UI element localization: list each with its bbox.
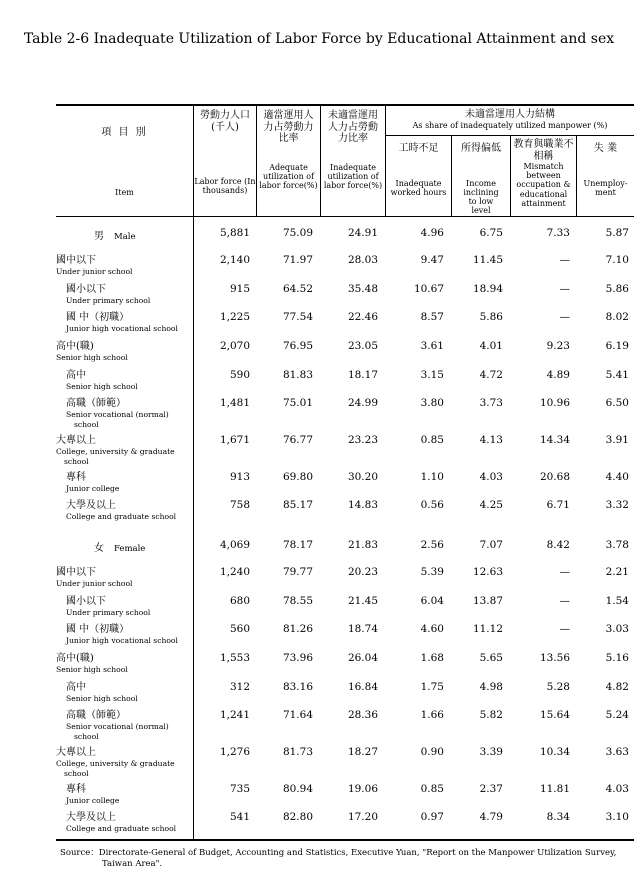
top-rule [56,104,634,106]
table-cell: 913 [229,471,250,483]
table-cell: 6.04 [420,595,444,607]
table-cell: 1.10 [420,471,444,483]
table-cell: 1,276 [219,746,250,758]
table-cell: 1.54 [605,595,629,607]
row-label [56,652,128,675]
table-cell: 5.86 [479,311,503,323]
row-label [66,311,178,334]
table-cell: 78.17 [282,539,313,551]
table-cell: 5,881 [219,227,250,239]
header-item-en: Item [115,188,134,197]
table-cell: 3.03 [605,623,629,635]
table-cell: 4.96 [420,227,444,239]
table-cell: 0.85 [420,783,444,795]
table-cell: 13.56 [539,652,570,664]
table-cell: 4.89 [546,369,570,381]
row-label-zh: 大專以上 [56,435,96,446]
table-cell: 81.83 [282,369,313,381]
table-cell: 560 [229,623,250,635]
header-hours [386,143,451,197]
header-adequate-zh: 適當運用人力占勞動力比率 [263,110,314,144]
row-label-en: Female [114,544,146,554]
table-cell: 4.25 [479,499,503,511]
table-cell: 1,481 [219,397,250,409]
table-cell: 30.20 [347,471,378,483]
table-cell: 81.26 [282,623,313,635]
row-label-en: Junior high vocational school [66,324,178,333]
row-label-zh: 國小以下 [66,284,106,295]
header-mismatch [511,139,576,208]
table-cell: 80.94 [282,783,313,795]
source-line-1: Source：Directorate-General of Budget, Accounting and Statistics, Executive Yuan, "Report on the Manpower Utilization Survey, [60,848,617,858]
table-cell: 9.23 [546,340,570,352]
table-cell: 5.41 [605,369,629,381]
table-cell: 541 [229,811,250,823]
row-label-zh: 高中 [66,370,86,381]
table-cell: 75.09 [282,227,313,239]
table-cell: 0.85 [420,434,444,446]
row-label-en-cont: school [64,769,89,778]
table-cell: — [559,595,570,607]
table-cell: 1,240 [219,566,250,578]
row-label [66,595,150,618]
row-label [56,566,132,589]
table-cell: 79.77 [282,566,313,578]
table-cell: 915 [229,283,250,295]
header-hours-en: Inadequate worked hours [390,178,447,197]
header-labor-zh: 勞動力人口(千人) [200,110,250,133]
table-cell: 3.73 [479,397,503,409]
row-label-zh: 高職（師範） [66,710,126,721]
table-cell: 2.37 [479,783,503,795]
table-cell: 11.81 [539,783,570,795]
row-label-zh: 專科 [66,472,86,483]
table-cell: 19.06 [347,783,378,795]
table-cell: 4.01 [479,340,503,352]
table-cell: — [559,311,570,323]
table-cell: 26.04 [347,652,378,664]
table-cell: 5.28 [546,681,570,693]
row-label-zh: 專科 [66,784,86,795]
table-cell: 6.71 [546,499,570,511]
table-cell: 1,241 [219,709,250,721]
header-income-zh: 所得偏低 [461,143,501,154]
table-cell: 4.82 [605,681,629,693]
bottom-rule [56,839,634,841]
row-label [56,746,175,779]
row-label-en: Under junior school [56,267,133,276]
table-cell: 1,671 [219,434,250,446]
row-label [56,254,132,277]
table-cell: 18.27 [347,746,378,758]
header-income-en: Income inclining to low level [463,178,499,216]
table-cell: 28.03 [347,254,378,266]
table-cell: 735 [229,783,250,795]
source-line-2: Taiwan Area". [102,859,163,869]
table-cell: 2.21 [605,566,629,578]
table-cell: 2,140 [219,254,250,266]
table-cell: 2.56 [420,539,444,551]
table-cell: 24.91 [347,227,378,239]
table-cell: 4.13 [479,434,503,446]
table-cell: 3.63 [605,746,629,758]
row-label-en: College and graduate school [66,512,177,521]
row-label [66,471,119,494]
table-cell: 81.73 [282,746,313,758]
table-cell: 64.52 [282,283,313,295]
table-cell: 0.56 [420,499,444,511]
table-cell: 3.10 [605,811,629,823]
table-cell: 8.42 [546,539,570,551]
table-cell: 73.96 [282,652,313,664]
header-adequate-en: Adequate utilization of labor force(%) [259,162,318,190]
table-cell: 4.72 [479,369,503,381]
row-label-en-cont: school [74,732,99,741]
row-label-en: Under primary school [66,296,151,305]
header-inadequate-en: Inadequate utilization of labor force(%) [323,162,383,190]
table-cell: 11.12 [472,623,503,635]
table-cell: 11.45 [472,254,503,266]
table-cell: 2,070 [219,340,250,352]
table-cell: 77.54 [282,311,313,323]
table-cell: 76.77 [282,434,313,446]
header-structure-en: As share of inadequately utilized manpower (%) [412,120,608,130]
row-label-zh: 高職（師範） [66,398,126,409]
table-cell: 3.80 [420,397,444,409]
table-cell: 3.61 [420,340,444,352]
table-cell: 71.97 [282,254,313,266]
table-cell: 9.47 [420,254,444,266]
row-label-zh: 國小以下 [66,596,106,607]
table-cell: 7.33 [546,227,570,239]
table-cell: 4.03 [479,471,503,483]
table-cell: 17.20 [347,811,378,823]
table-cell: 5.86 [605,283,629,295]
table-cell: 5.24 [605,709,629,721]
table-cell: 1.68 [420,652,444,664]
row-label [66,681,138,704]
row-label [66,623,178,646]
table-cell: 4.40 [605,471,629,483]
table-cell: 35.48 [347,283,378,295]
row-label-en: College, university & graduate [56,759,175,768]
row-label [94,539,145,554]
table-cell: 1,553 [219,652,250,664]
table-cell: 5.65 [479,652,503,664]
table-cell: 0.90 [420,746,444,758]
row-label-zh: 男 [94,231,104,242]
row-label-en: Senior high school [56,353,128,362]
table-cell: 8.02 [605,311,629,323]
table-cell: 10.67 [413,283,444,295]
row-label-zh: 國中以下 [56,255,96,266]
table-cell: 5.39 [420,566,444,578]
table-cell: 10.96 [539,397,570,409]
header-hours-zh: 工時不足 [398,143,439,154]
table-cell: 1,225 [219,311,250,323]
table-cell: 15.64 [539,709,570,721]
header-mismatch-en: Mismatch between occupation & educational attainment [516,162,571,208]
row-label-zh: 高中 [66,682,86,693]
table-cell: 12.63 [472,566,503,578]
row-label-en: Senior vocational (normal) [66,410,169,419]
row-label [66,709,169,742]
table-cell: — [559,566,570,578]
table-cell: 28.36 [347,709,378,721]
table-cell: 6.19 [605,340,629,352]
row-label-zh: 女 [94,543,104,554]
row-label-zh: 高中(職) [56,653,94,664]
header-unemployment [577,143,634,197]
table-cell: 8.34 [546,811,570,823]
header-mismatch-zh: 教育與職業不相稱 [513,139,574,162]
table-cell: 20.68 [539,471,570,483]
row-label [66,369,138,392]
header-inadequate [321,110,385,190]
table-cell: 3.78 [605,539,629,551]
table-cell: 6.75 [479,227,503,239]
table-cell: 0.97 [420,811,444,823]
table-cell: 23.23 [347,434,378,446]
table-cell: 5.87 [605,227,629,239]
row-label [66,811,176,834]
header-bottom-rule [56,216,634,217]
table-cell: 6.50 [605,397,629,409]
table-cell: 23.05 [347,340,378,352]
header-inadequate-zh: 未適當運用人力占勞動力比率 [328,110,378,144]
row-label-en: Senior high school [66,694,138,703]
table-cell: — [559,283,570,295]
table-cell: 1.66 [420,709,444,721]
table-cell: 4.79 [479,811,503,823]
table-cell: 83.16 [282,681,313,693]
table-cell: 1.75 [420,681,444,693]
table-cell: 680 [229,595,250,607]
table-cell: 85.17 [282,499,313,511]
row-label-en-cont: school [74,420,99,429]
table-cell: 69.80 [282,471,313,483]
header-structure [386,109,634,130]
table-cell: — [559,254,570,266]
table-cell: 7.10 [605,254,629,266]
table-cell: — [559,623,570,635]
row-label-zh: 國 中（初職） [66,312,130,323]
row-label [56,434,175,467]
table-cell: 71.64 [282,709,313,721]
header-unemp-zh: 失 業 [593,143,618,154]
row-label-en-cont: school [64,457,89,466]
row-label-en: Senior vocational (normal) [66,722,169,731]
table-cell: 78.55 [282,595,313,607]
table-cell: 758 [229,499,250,511]
row-label-zh: 大專以上 [56,747,96,758]
header-income [452,143,510,215]
row-label-zh: 高中(職) [56,341,94,352]
table-cell: 3.91 [605,434,629,446]
row-label-en: Under junior school [56,579,133,588]
table-cell: 14.34 [539,434,570,446]
table-cell: 5.16 [605,652,629,664]
row-label-en: Junior high vocational school [66,636,178,645]
table-cell: 4.03 [605,783,629,795]
source-note [60,848,630,870]
row-label [66,499,176,522]
table-cell: 82.80 [282,811,313,823]
row-label-en: Junior college [66,484,120,493]
table-cell: 13.87 [472,595,503,607]
table-cell: 75.01 [282,397,313,409]
row-label-en: Senior high school [56,665,128,674]
row-label [66,283,150,306]
row-label [56,340,128,363]
row-label-zh: 國中以下 [56,567,96,578]
row-label-en: College and graduate school [66,824,177,833]
row-label-en: Under primary school [66,608,151,617]
header-adequate [257,110,320,190]
table-cell: 4.60 [420,623,444,635]
header-item-zh: 項 目 別 [101,127,148,138]
table-cell: 3.32 [605,499,629,511]
table-cell: 3.39 [479,746,503,758]
row-label [66,397,169,430]
header-labor-en: Labor force (In thousands) [194,177,256,196]
table-cell: 7.07 [479,539,503,551]
table-cell: 14.83 [347,499,378,511]
table-cell: 24.99 [347,397,378,409]
table-cell: 5.82 [479,709,503,721]
table-cell: 20.23 [347,566,378,578]
header-unemp-en: Unemploy-ment [583,178,628,197]
table-cell: 3.15 [420,369,444,381]
table-cell: 8.57 [420,311,444,323]
row-label-en: College, university & graduate [56,447,175,456]
table-cell: 16.84 [347,681,378,693]
row-label-en: Senior high school [66,382,138,391]
row-label-zh: 大學及以上 [66,500,116,511]
table-cell: 21.45 [347,595,378,607]
row-label [66,783,119,806]
table-cell: 18.94 [472,283,503,295]
table-cell: 21.83 [347,539,378,551]
row-label [94,227,136,242]
row-label-en: Junior college [66,796,120,805]
table-cell: 18.74 [347,623,378,635]
table-cell: 590 [229,369,250,381]
row-label-en: Male [114,232,136,242]
table-cell: 22.46 [347,311,378,323]
table-cell: 4.98 [479,681,503,693]
table-cell: 10.34 [539,746,570,758]
header-labor-force [194,110,256,195]
header-structure-zh: 未適當運用人力結構 [465,109,555,120]
table-cell: 312 [229,681,250,693]
table-cell: 18.17 [347,369,378,381]
table-cell: 76.95 [282,340,313,352]
row-label-zh: 國 中（初職） [66,624,130,635]
table-title: Table 2-6 Inadequate Utilization of Labor Force by Educational Attainment and sex [23,31,615,47]
table-cell: 4,069 [219,539,250,551]
row-label-zh: 大學及以上 [66,812,116,823]
